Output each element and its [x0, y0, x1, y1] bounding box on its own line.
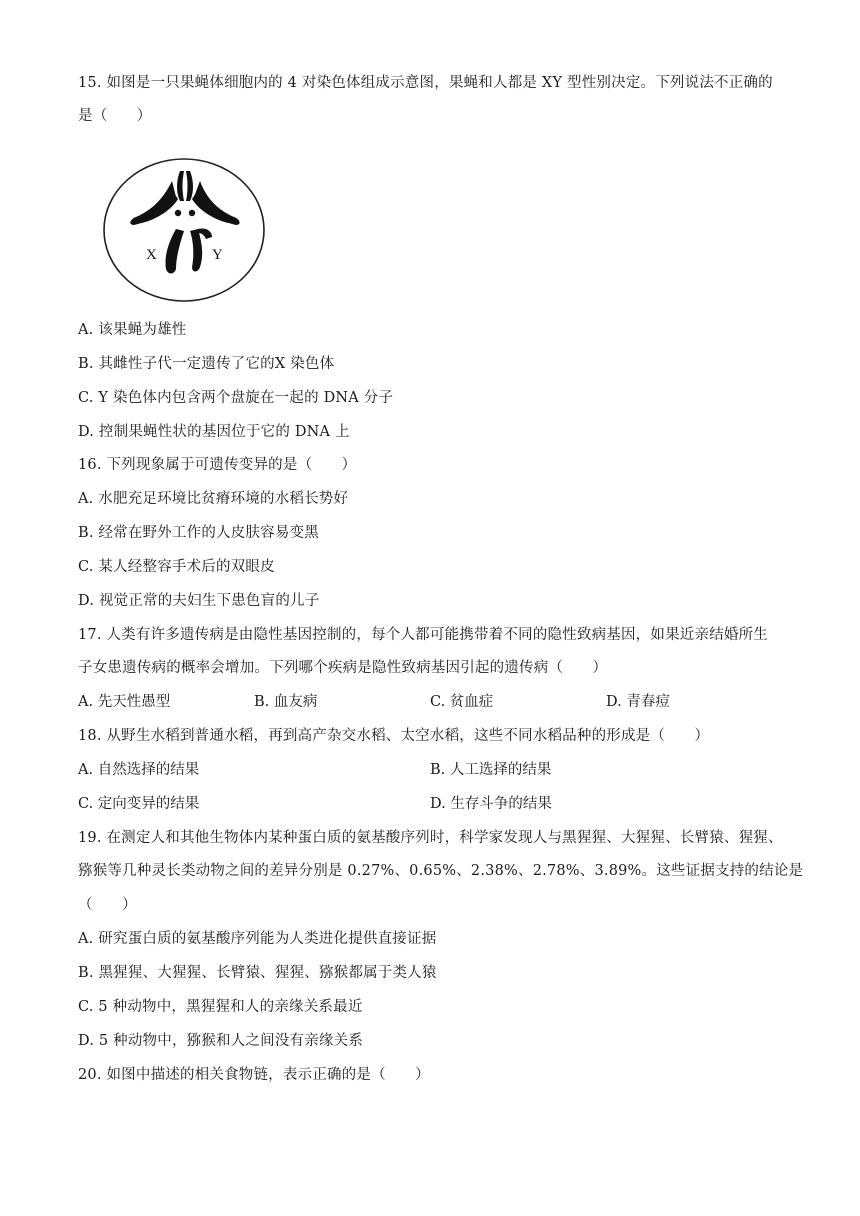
q19-option-d: D. 5 种动物中，猕猴和人之间没有亲缘关系 — [78, 1033, 364, 1049]
q18-option-a: A. 自然选择的结果 — [78, 762, 200, 778]
q17-stem-line1: 17. 人类有许多遗传病是由隐性基因控制的，每个人都可能携带着不同的隐性致病基因，如果近亲结婚所生 — [78, 627, 768, 643]
chromosome-figure — [102, 157, 266, 303]
q18-option-b: B. 人工选择的结果 — [430, 762, 552, 778]
q16-option-c: C. 某人经整容手术后的双眼皮 — [78, 559, 275, 575]
q19-stem-line3: （ ） — [78, 897, 137, 913]
q17-option-a: A. 先天性愚型 — [78, 694, 171, 710]
q16-option-d: D. 视觉正常的夫妇生下患色盲的儿子 — [78, 593, 320, 609]
q19-stem-line2: 猕猴等几种灵长类动物之间的差异分别是 0.27%、0.65%、2.38%、2.78%、3.89%。这些证据支持的结论是 — [78, 863, 804, 879]
q20-stem: 20. 如图中描述的相关食物链，表示正确的是（ ） — [78, 1067, 430, 1083]
q17-option-b: B. 血友病 — [254, 694, 318, 710]
chromosome-diagram — [102, 157, 266, 303]
q15-option-c: C. Y 染色体内包含两个盘旋在一起的 DNA 分子 — [78, 390, 394, 406]
q17-option-d: D. 青春痘 — [606, 694, 670, 710]
q19-option-c: C. 5 种动物中，黑猩猩和人的亲缘关系最近 — [78, 999, 363, 1015]
q15-option-d: D. 控制果蝇性状的基因位于它的 DNA 上 — [78, 424, 350, 440]
q15-option-a: A. 该果蝇为雄性 — [78, 322, 187, 338]
q18-option-c: C. 定向变异的结果 — [78, 796, 200, 812]
q15-stem-line1: 15. 如图是一只果蝇体细胞内的 4 对染色体组成示意图，果蝇和人都是 XY 型性别决定。下列说法不正确的 — [78, 75, 773, 91]
dot-chromosome-1 — [175, 210, 181, 216]
q15-option-b: B. 其雌性子代一定遗传了它的X 染色体 — [78, 356, 335, 372]
q19-option-b: B. 黑猩猩、大猩猩、长臂猿、猩猩、猕猴都属于类人猿 — [78, 965, 437, 981]
q15-stem-line2: 是（ ） — [78, 108, 152, 124]
cell-outline — [104, 159, 264, 301]
q16-option-b: B. 经常在野外工作的人皮肤容易变黑 — [78, 525, 319, 541]
q16-stem: 16. 下列现象属于可遗传变异的是（ ） — [78, 457, 357, 473]
q19-option-a: A. 研究蛋白质的氨基酸序列能为人类进化提供直接证据 — [78, 931, 437, 947]
q17-stem-line2: 子女患遗传病的概率会增加。下列哪个疾病是隐性致病基因引起的遗传病（ ） — [78, 660, 608, 676]
q18-option-d: D. 生存斗争的结果 — [430, 796, 552, 812]
dot-chromosome-2 — [189, 210, 195, 216]
label-x: X — [146, 247, 157, 263]
q16-option-a: A. 水肥充足环境比贫瘠环境的水稻长势好 — [78, 491, 349, 507]
label-y: Y — [212, 247, 223, 263]
q17-option-c: C. 贫血症 — [430, 694, 494, 710]
q18-stem: 18. 从野生水稻到普通水稻，再到高产杂交水稻、太空水稻，这些不同水稻品种的形成是（ ） — [78, 728, 710, 744]
q19-stem-line1: 19. 在测定人和其他生物体内某种蛋白质的氨基酸序列时，科学家发现人与黑猩猩、大猩猩、长臂猿、猩猩、 — [78, 830, 783, 846]
